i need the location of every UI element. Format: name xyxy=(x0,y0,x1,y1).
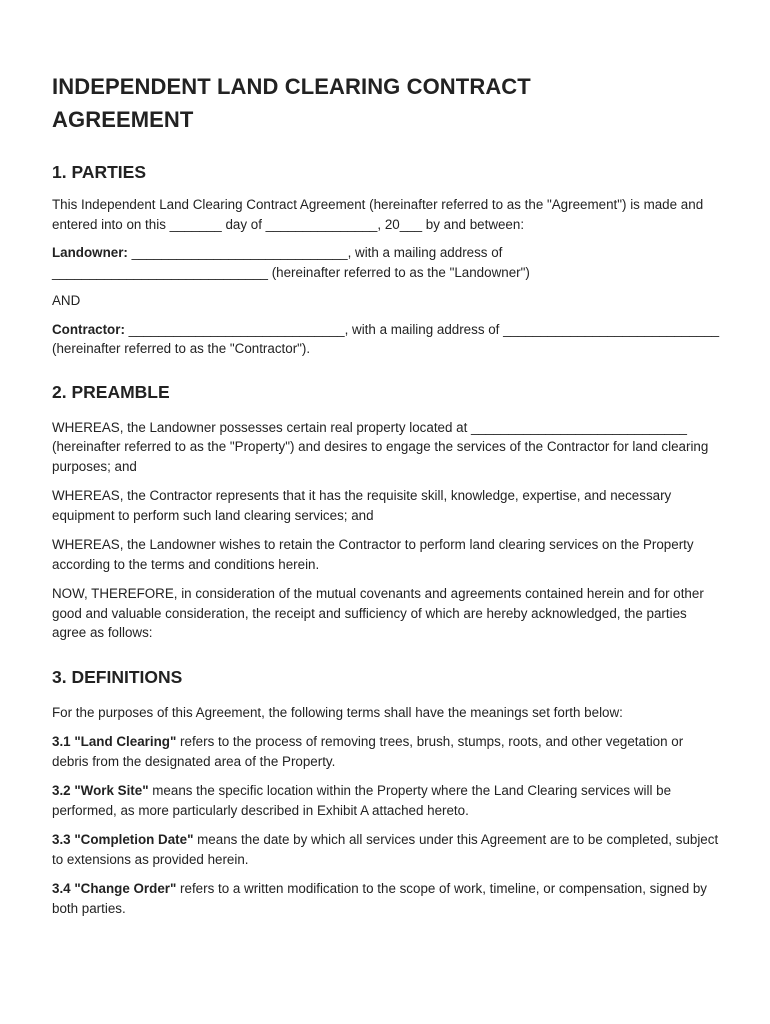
definition-land-clearing xyxy=(52,732,722,771)
landowner-text: _____________________________, with a mailing address of _____________________________ (hereinafter referred to as the "Landowner") xyxy=(52,245,530,280)
definition-term: 3.3 "Completion Date" xyxy=(52,832,194,847)
definition-text: means the specific location within the Property where the Land Clearing services will be performed, as more particularly described in Exhibit A attached hereto. xyxy=(52,783,672,818)
whereas-retain-clause: WHEREAS, the Landowner wishes to retain the Contractor to perform land clearing services on the Property according to the terms and conditions herein. xyxy=(52,537,694,572)
whereas-skill-clause: WHEREAS, the Contractor represents that it has the requisite skill, knowledge, expertise, and necessary equipment to perform such land clearing services; and xyxy=(52,488,672,523)
definitions-heading: 3. DEFINITIONS xyxy=(52,666,183,687)
contractor-clause xyxy=(52,320,722,359)
definition-change-order xyxy=(52,879,722,918)
definition-text: means the date by which all services under this Agreement are to be completed, subject to extensions as provided herein. xyxy=(52,832,719,867)
definitions-intro: For the purposes of this Agreement, the following terms shall have the meanings set forth below: xyxy=(52,704,623,720)
definition-term: 3.4 "Change Order" xyxy=(52,881,177,896)
landowner-label: Landowner: xyxy=(52,245,128,260)
parties-heading: 1. PARTIES xyxy=(52,162,147,182)
document-title-line-1: INDEPENDENT LAND CLEARING CONTRACT xyxy=(52,74,531,99)
whereas-property-clause: WHEREAS, the Landowner possesses certain real property located at _____________________________ (hereinafter referred to as the "Property") and desires to engage the services of the Contractor for land clearing purposes; and xyxy=(52,419,709,474)
contractor-label: Contractor: xyxy=(52,321,125,337)
definition-text: refers to a written modification to the scope of work, timeline, or compensation, signed by both parties. xyxy=(52,881,708,916)
and-separator: AND xyxy=(52,293,81,308)
preamble-heading: 2. PREAMBLE xyxy=(52,381,170,402)
parties-intro: This Independent Land Clearing Contract Agreement (hereinafter referred to as the "Agreement") is made and entered into on this _______ day of _______________, 20___ by and between: xyxy=(52,197,704,232)
definition-term: 3.1 "Land Clearing" xyxy=(52,734,177,749)
landowner-clause xyxy=(52,243,722,282)
definition-work-site xyxy=(52,781,722,820)
contractor-text: _____________________________, with a mailing address of _____________________________ (hereinafter referred to as the "Contractor"). xyxy=(52,321,720,356)
definition-completion-date xyxy=(52,830,722,869)
definition-term: 3.2 "Work Site" xyxy=(52,783,149,798)
definition-text: refers to the process of removing trees, brush, stumps, roots, and other vegetation or debris from the designated area of the Property. xyxy=(52,734,684,769)
document-page xyxy=(52,70,722,918)
document-title-line-2: AGREEMENT xyxy=(52,107,194,132)
document-title xyxy=(52,70,722,136)
now-therefore-clause: NOW, THEREFORE, in consideration of the mutual covenants and agreements contained herein and for other good and valuable consideration, the receipt and sufficiency of which are hereby acknowledged, the parties agree as follows: xyxy=(52,586,704,640)
